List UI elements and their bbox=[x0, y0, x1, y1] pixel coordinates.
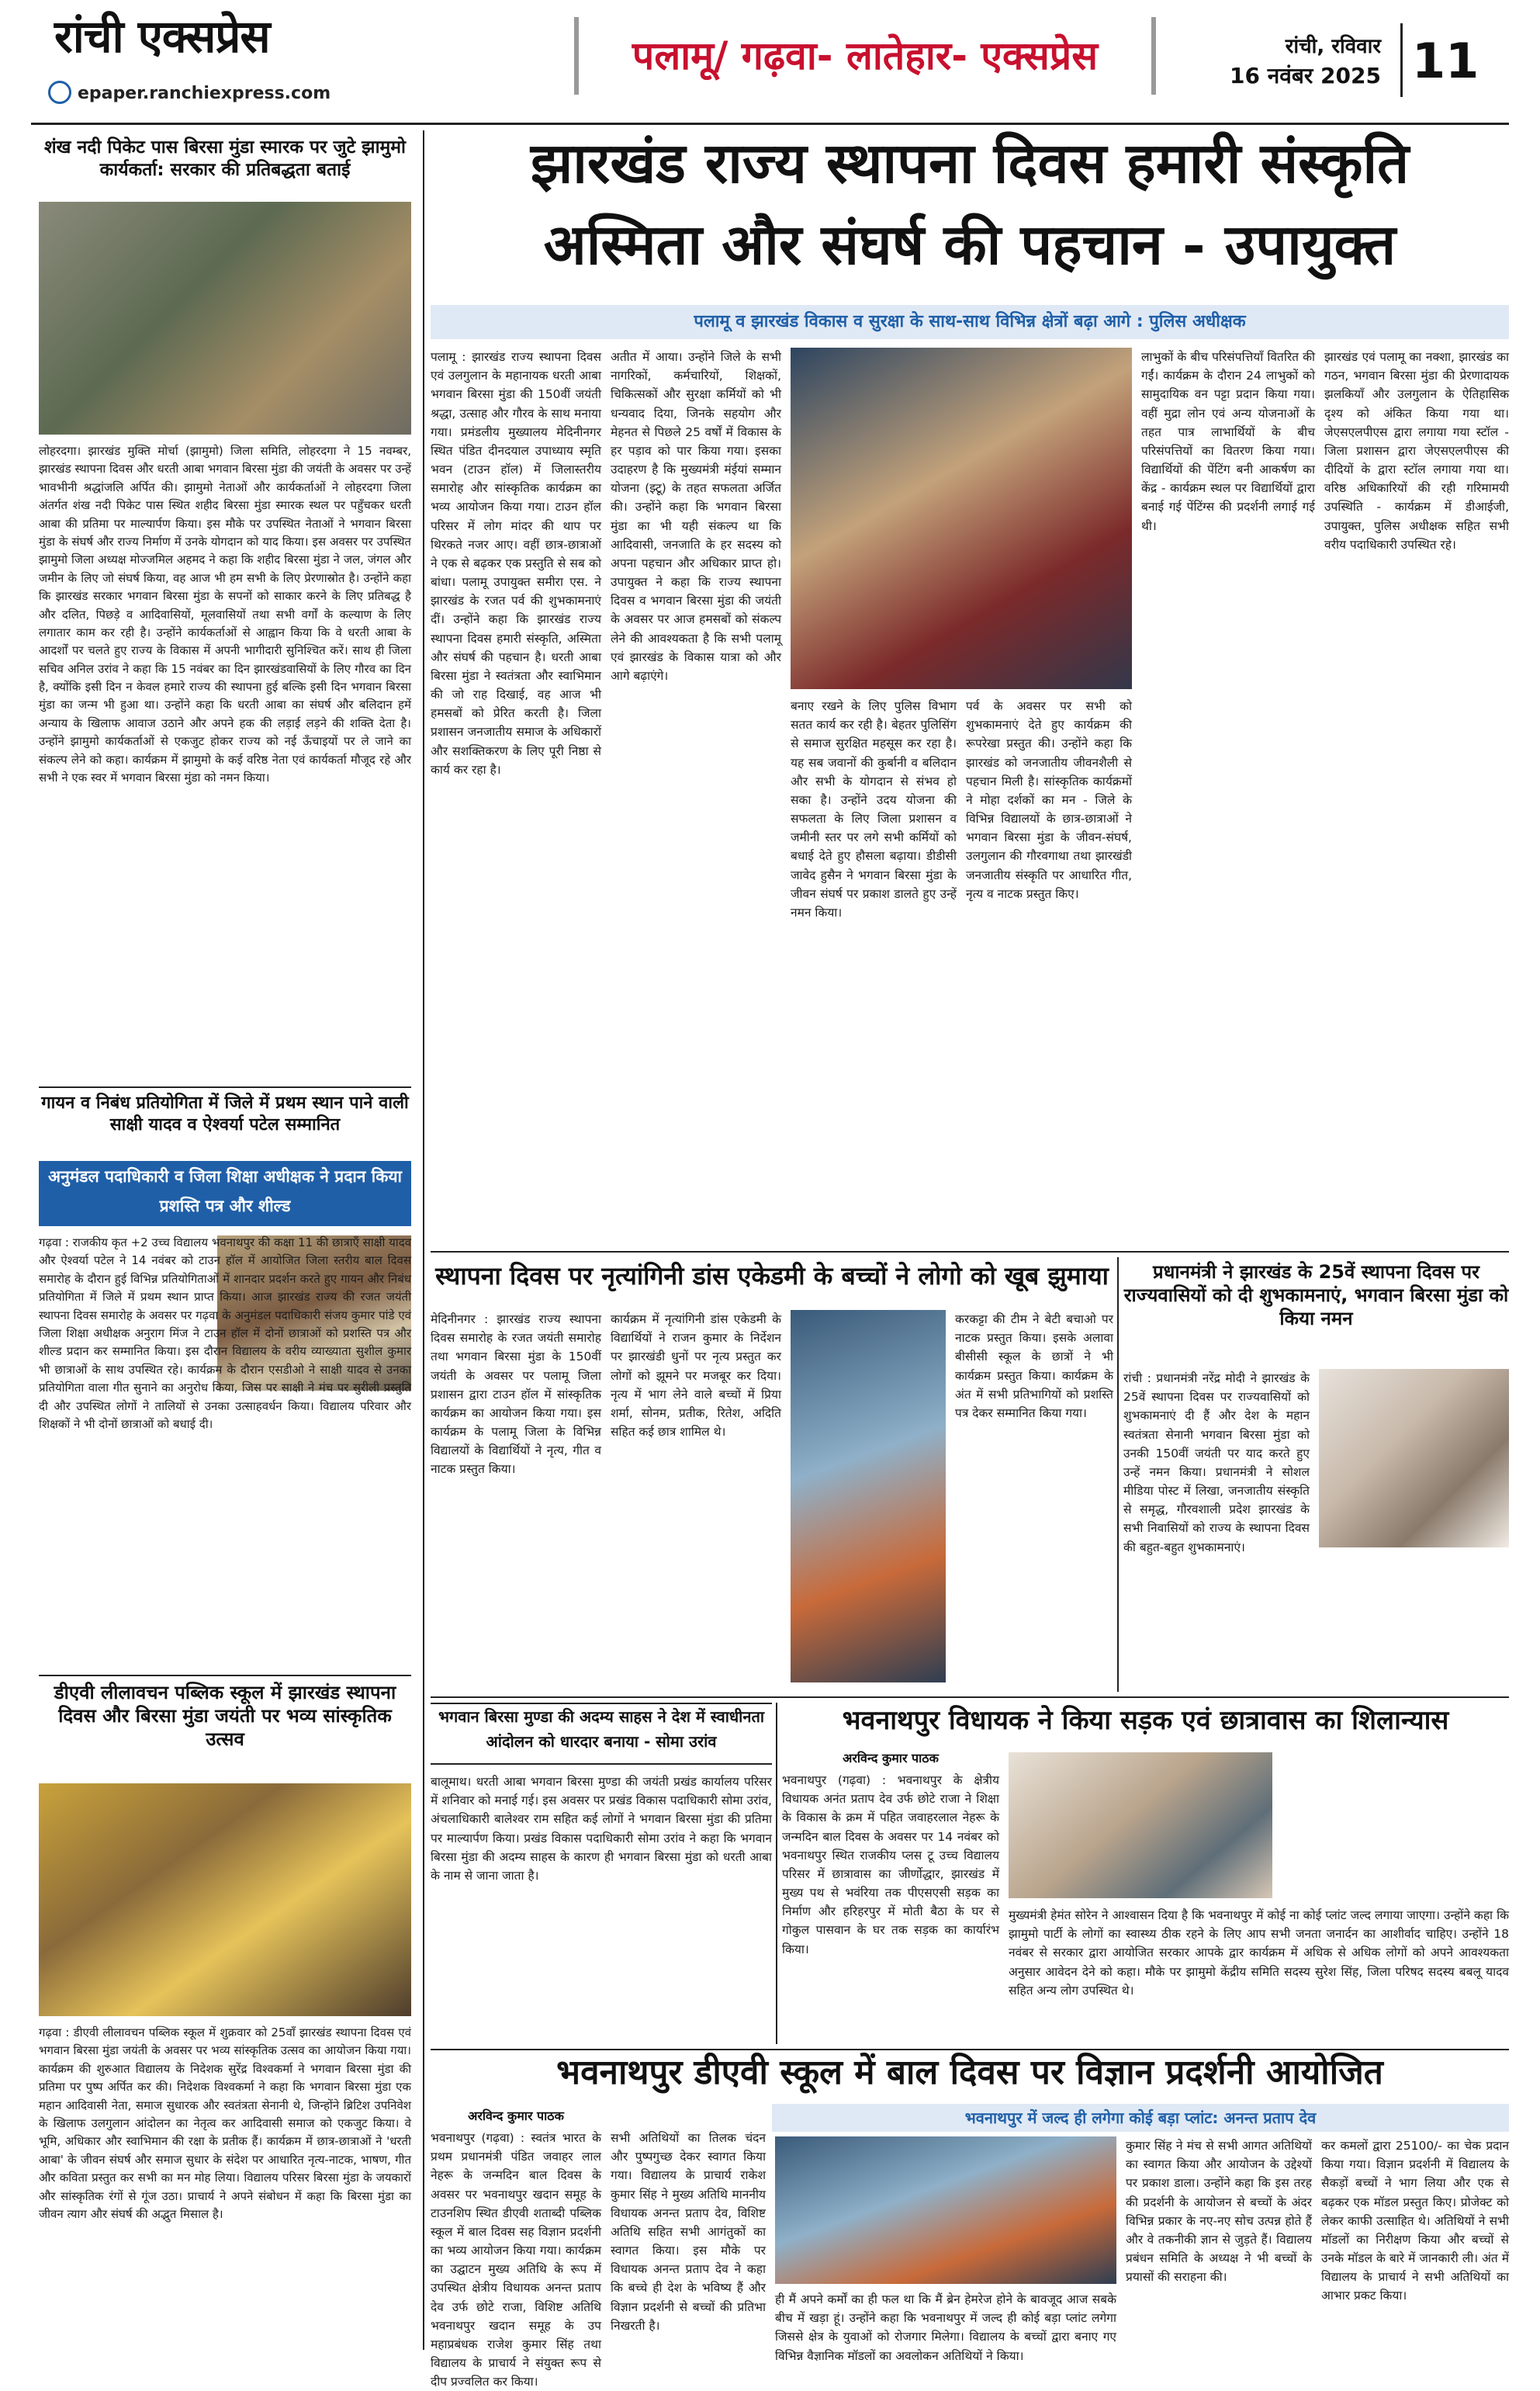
main-body-col5: लाभुकों के बीच परिसंपत्तियाँ वितरित की गईं। कार्यक्रम के दौरान 24 लाभुकों को सामुदायिक वन पट्टा प्रदान किया गया। वहीं मुद्रा लोन एवं अन्य योजनाओं के तहत पात्र लाभार्थियों के बीच परिसंपत्तियों का वितरण किया गया। विद्यार्थियों की पेंटिंग बनी आकर्षण का केंद्र - कार्यक्रम स्थल पर विद्यार्थियों द्वारा बनाई गई पेंटिंग्स की प्रदर्शनी लगाई गई थी। bbox=[1141, 350, 1315, 533]
left-rule-1 bbox=[39, 1086, 411, 1088]
dance-body-b: कार्यक्रम में नृत्यांगिनी डांस एकेडमी के विद्यार्थियों ने राजन कुमार के निर्देशन पर झारखंडी धुनों पर नृत्य प्रस्तुत कर लोगों को झूमने पर मजबूर कर दिया। नृत्य में भाग लेने वाले बच्चों में प्रिया शर्मा, सोनम, प्रतीक, रितेश, अदिति सहित कई छात्र शामिल थे। bbox=[611, 1312, 781, 1440]
dav-byline: अरविन्द कुमार पाठक bbox=[468, 2109, 564, 2123]
left-story1-photo bbox=[39, 202, 411, 435]
dav-body-b: सभी अतिथियों का तिलक चंदन और पुष्पगुच्छ देकर स्वागत किया गया। विद्यालय के प्राचार्य राकेश कुमार सिंह ने मुख्य अतिथि माननीय विधायक अनन्त प्रताप देव, विशिष्ट अतिथि सहित सभी आगंतुकों का स्वागत किया। इस मौके पर विधायक अनन्त प्रताप देव ने कहा कि बच्चे ही देश के भविष्य हैं और विज्ञान प्रदर्शनी से बच्चों की प्रतिभा निखरती है। bbox=[611, 2131, 766, 2333]
road-headline: भवनाथपुर विधायक ने किया सड़क एवं छात्रावास का शिलान्यास bbox=[842, 1705, 1449, 1736]
dav-photo bbox=[775, 2136, 1116, 2284]
edition-city-day: रांची, रविवार bbox=[1285, 35, 1381, 58]
main-body-col6: झारखंड एवं पलामू का नक्शा, झारखंड का गठन, भगवान बिरसा मुंडा की प्रेरणादायक झलकियाँ और उलगुलान के ऐतिहासिक दृश्य को अंकित किया गया था। जेएसएलपीएस द्वारा लगाया गया स्टॉल - जिला प्रशासन द्वारा जेएसएलपीएस की दीदियों के द्वारा स्टॉल लगाया गया था। वरिष्ठ अधिकारियों की रही गरिमामयी उपस्थिति - कार्यक्रम में डीआईजी, उपायुक्त, पुलिस अधीक्षक सहित सभी वरीय पदाधिकारी उपस्थित रहे। bbox=[1324, 350, 1509, 552]
epaper-url[interactable]: epaper.ranchiexpress.com bbox=[78, 84, 331, 103]
left-story2-headline: गायन व निबंध प्रतियोगिता में जिले में प्रथम स्थान पाने वाली साक्षी यादव व ऐश्वर्या पटेल सम्मानित bbox=[41, 1093, 409, 1135]
edition-date: 16 नवंबर 2025 bbox=[1230, 63, 1381, 88]
main-photo bbox=[791, 348, 1132, 689]
masthead-rule bbox=[31, 123, 1509, 125]
birsa-headline: भगवान बिरसा मुण्डा की अदम्य साहस ने देश में स्वाधीनता आंदोलन को धारदार बनाया - सोमा उरांव bbox=[431, 1703, 772, 1765]
left-story3-photo bbox=[39, 1783, 411, 2016]
dance-right-rule bbox=[1117, 1257, 1119, 1692]
pm-photo bbox=[1319, 1369, 1509, 1547]
main-subbar: पलामू व झारखंड विकास व सुरक्षा के साथ-साथ विभिन्न क्षेत्रों बढ़ा आगे : पुलिस अधीक्षक bbox=[431, 305, 1509, 339]
left-rule-2 bbox=[39, 1675, 411, 1676]
left-column bbox=[31, 130, 419, 2350]
road-byline: अरविन्द कुमार पाठक bbox=[843, 1751, 939, 1766]
main-story bbox=[431, 130, 1509, 1248]
main-body-col2: अतीत में आया। उन्होंने जिले के सभी नागरिकों, कर्मचारियों, शिक्षकों, चिकित्सकों और सुरक्षा कर्मियों को भी धन्यवाद दिया, जिनके सहयोग और मेहनत से पिछले 25 वर्षों में विकास के हर पड़ाव को पार किया गया। इसका उदाहरण है कि मुख्यमंत्री मंईयां सम्मान योजना (झ्टू) के तहत सफलता अर्जित की। उन्होंने कहा कि भगवान बिरसा मुंडा का भी यही संकल्प था कि आदिवासी, जनजाति के हर सदस्य को अपना पहचान और अधिकार प्राप्त हो। उपायुक्त ने कहा कि राज्य स्थापना दिवस व भगवान बिरसा मुंडा की जयंती के अवसर पर आज हमसबों को संकल्प लेने की आवश्यकता है कि सभी पलामू एवं झारखंड के विकास यात्रा को और आगे बढ़ाएंगे। bbox=[611, 350, 781, 683]
dance-body-c: करकट्टा की टीम ने बेटी बचाओ पर नाटक प्रस्तुत किया। इसके अलावा बीसीसी स्कूल के छात्रों ने भी कार्यक्रम प्रस्तुत किया। कार्यक्रम के अंत में सभी प्रतिभागियों को प्रशस्ति पत्र देकर सम्मानित किया गया। bbox=[955, 1312, 1113, 1420]
left-story1-headline: शंख नदी पिकेट पास बिरसा मुंडा स्मारक पर जुटे झामुमो कार्यकर्ता: सरकार की प्रतिबद्धता बताई bbox=[44, 137, 406, 180]
dav-body-a: भवनाथपुर (गढ़वा) : स्वतंत्र भारत के प्रथम प्रधानमंत्री पंडित जवाहर लाल नेहरू के जन्मदिन बाल दिवस के अवसर पर भवनाथपुर खदान समूह के टाउनशिप स्थित डीएवी शताब्दी पब्लिक स्कूल में बाल दिवस सह विज्ञान प्रदर्शनी का भव्य आयोजन किया गया। कार्यक्रम का उद्घाटन मुख्य अतिथि के रूप में उपस्थित क्षेत्रीय विधायक अनन्त प्रताप देव उर्फ छोटे राजा, विशिष्ट अतिथि भवनाथपुर खदान समूह के उप महाप्रबंधक राजेश कुमार सिंह तथा विद्यालय के प्राचार्य ने संयुक्त रूप से दीप प्रज्वलित कर किया। bbox=[431, 2131, 601, 2389]
left-story2-body: गढ़वा : राजकीय कृत +2 उच्च विद्यालय भवनाथपुर की कक्षा 11 की छात्राएँ साक्षी यादव और ऐश्वर्या पटेल ने 14 नवंबर को टाउन हॉल में आयोजित जिला स्तरीय बाल दिवस समारोह के दौरान हुई विभिन्न प्रतियोगिताओं में शानदार प्रदर्शन करते हुए गायन और निबंध प्रतियोगिता में जिले में प्रथम स्थान प्राप्त किया। आज झारखंड राज्य की रजत जयंती स्थापना दिवस समारोह के अवसर पर गढ़वा के अनुमंडल पदाधिकारी संजय कुमार पांडे एवं जिला शिक्षा अधीक्षक अनुराग मिंज ने टाउन हॉल में दोनों छात्राओं को प्रशस्ति पत्र और शील्ड प्रदान कर सम्मानित किया। इस दौरान विद्यालय के वरीय व्याख्याता सुशील कुमार भी छात्राओं के साथ उपस्थित रहे। कार्यक्रम के दौरान एसडीओ ने साक्षी यादव से उनका प्रतियोगिता वाला गीत सुनाने का अनुरोध किया, जिस पर साक्षी ने मंच पर सुरीली प्रस्तुति दी और उपस्थित लोगों ने तालियों से उनका उत्साहवर्धन किया। विद्यालय परिवार और शिक्षकों ने भी दोनों छात्राओं को बधाई दी। bbox=[39, 1235, 411, 1431]
dance-body-a: मेदिनीनगर : झारखंड राज्य स्थापना दिवस समारोह के रजत जयंती समारोह तथा भगवान बिरसा मुंडा के 150वीं जयंती के अवसर पर पलामू जिला प्रशासन द्वारा टाउन हॉल में सांस्कृतिक कार्यक्रम का आयोजन किया गया। इस कार्यक्रम के पलामू जिला के विभिन्न विद्यालयों के विद्यार्थियों ने नृत्य, गीत व नाटक प्रस्तुत किया। bbox=[431, 1312, 601, 1477]
edition-banner bbox=[574, 17, 1156, 95]
dav-story bbox=[431, 2053, 1509, 2389]
main-body-col1: पलामू : झारखंड राज्य स्थापना दिवस एवं उलगुलान के महानायक धरती आबा भगवान बिरसा मुंडा की 150वीं जयंती श्रद्धा, उत्साह और गौरव के साथ मनाया गया। प्रमंडलीय मुख्यालय मेदिनीनगर स्थित पंडित दीनदयाल उपाध्याय स्मृति भवन (टाउन हॉल) में जिलास्तरीय समारोह और सांस्कृतिक कार्यक्रम का भव्य आयोजन किया गया। टाउन हॉल परिसर में लोग मांदर की थाप पर थिरकते नजर आए। वहीं छात्र-छात्राओं ने एक से बढ़कर एक प्रस्तुति से सब को बांधा। पलामू उपायुक्त समीरा एस. ने झारखंड के रजत पर्व की शुभकामनाएं दीं। उन्होंने कहा कि झारखंड राज्य स्थापना दिवस हमारी संस्कृति, अस्मिता और संघर्ष की पहचान है। धरती आबा बिरसा मुंडा ने स्वतंत्रता और स्वाभिमान की जो राह दिखाई, वह आज भी हमसबों को प्रेरित करती है। जिला प्रशासन जनजातीय समाज के अधिकारों और सशक्तिकरण के लिए पूरी निष्ठा से कार्य कर रहा है। bbox=[431, 350, 601, 777]
left-story1-body: लोहरदगा। झारखंड मुक्ति मोर्चा (झामुमो) जिला समिति, लोहरदगा ने 15 नवम्बर, झारखंड स्थापना दिवस और धरती आबा भगवान बिरसा मुंडा की जयंती के अवसर पर उन्हें भावभीनी श्रद्धांजलि अर्पित की। झामुमो नेताओं और कार्यकर्ताओं ने लोहरदगा जिला अंतर्गत शंख नदी पिकेट पास स्थित शहीद बिरसा मुंडा स्मारक स्थल पर पहुँचकर धरती आबा की प्रतिमा पर माल्यार्पण किया। इस मौके पर उपस्थित नेताओं ने भगवान बिरसा मुंडा के संघर्ष और राज्य निर्माण में उनके योगदान को याद किया। इस अवसर पर उपस्थित झामुमो जिला अध्यक्ष मोज्जमिल अहमद ने कहा कि शहीद बिरसा मुंडा ने जल, जंगल और जमीन के लिए जो संघर्ष किया, वह आज भी हम सभी के लिए प्रेरणास्रोत है। उन्होंने कहा कि झारखंड सरकार भगवान बिरसा मुंडा के सपनों को साकार करने के लिए प्रतिबद्ध है और दलित, पिछड़े व आदिवासियों, मूलवासियों तथा सभी वर्गों के कल्याण के लिए लगातार काम कर रही है। उन्होंने कार्यकर्ताओं से आह्वान किया कि वे धरती आबा के आदर्शों पर चलते हुए राज्य के विकास में अपनी भागीदारी सुनिश्चित करें। साथ ही जिला सचिव अनिल उरांव ने कहा कि 15 नवंबर का दिन झारखंडवासियों के लिए गौरव का दिन है, क्योंकि इसी दिन न केवल हमारे राज्य की स्थापना हुई बल्कि इसी दिन भगवान बिरसा मुंडा का जन्म भी हुआ था। उन्होंने कहा कि धरती आबा का संघर्ष और बलिदान हमें अन्याय के खिलाफ आवाज उठाने और अपने हक की लड़ाई लड़ने की शक्ति देता है। उन्होंने झामुमो कार्यकर्ताओं से एकजुट होकर राज्य को नई ऊँचाइयों पर ले जाने का संकल्प लेने को कहा। कार्यक्रम में झामुमो के कई वरिष्ठ नेता एवं कार्यकर्ता मौजूद रहे और सभी ने एक स्वर में भगवान बिरसा मुंडा को नमन किया। bbox=[39, 444, 411, 785]
globe-icon bbox=[48, 81, 71, 104]
page-divider bbox=[1400, 23, 1403, 97]
road-body-a: भवनाथपुर (गढ़वा) : भवनाथपुर के क्षेत्रीय विधायक अनंत प्रताप देव उर्फ छोटे राजा ने शिक्षा के विकास के क्रम में पहित जवाहरलाल नेहरू के जन्मदिन बाल दिवस के अवसर पर 14 नवंबर को भवनाथपुर स्थित राजकीय प्लस टू उच्च विद्यालय परिसर में छात्रावास का जीर्णोद्धार, झारखंड में मुख्य पथ से भवंरिया तक पीएसएसी सड़क का निर्माण और हरिहरपुर में मोती बैठा के घर से गोकुल पासवान के घर तक सड़क का कार्यारंभ किया। bbox=[782, 1773, 999, 1956]
road-story bbox=[782, 1700, 1509, 2049]
pm-headline: प्रधानमंत्री ने झारखंड के 25वें स्थापना दिवस पर राज्यवासियों को दी शुभकामनाएं, भगवान बिरसा मुंडा को किया नमन bbox=[1123, 1261, 1509, 1329]
left-story3-headline: डीएवी लीलावचन पब्लिक स्कूल में झारखंड स्थापना दिवस और बिरसा मुंडा जयंती पर भव्य सांस्कृतिक उत्सव bbox=[54, 1682, 396, 1750]
dance-headline: स्थापना दिवस पर नृत्यांगिनी डांस एकेडमी के बच्चों ने लोगो को खूब झुमाया bbox=[435, 1261, 1109, 1291]
pm-body: रांची : प्रधानमंत्री नरेंद्र मोदी ने झारखंड के 25वें स्थापना दिवस पर राज्यवासियों को शुभकामनाएं दी हैं और देश के महान स्वतंत्रता सेनानी भगवान बिरसा मुंडा को उनकी 150वीं जयंती पर याद करते हुए उन्हें नमन किया। प्रधानमंत्री ने सोशल मीडिया पोस्ट में लिखा, जनजातीय संस्कृति से समृद्ध, गौरवशाली प्रदेश झारखंड के सभी निवासियों को राज्य के स्थापना दिवस की बहुत-बहुत शुभकामनाएं। bbox=[1123, 1371, 1310, 1554]
page-number: 11 bbox=[1412, 33, 1479, 89]
main-headline-line2: अस्मिता और संघर्ष की पहचान - उपायुक्त bbox=[543, 211, 1396, 277]
dav-body-d: कुमार सिंह ने मंच से सभी आगत अतिथियों का स्वागत किया और आयोजन के उद्देश्यों पर प्रकाश डाला। उन्होंने कहा कि इस तरह की प्रदर्शनी के आयोजन से बच्चों के अंदर विभिन्न प्रकार के नए-नए सोच उत्पन्न होते हैं और वे तकनीकी ज्ञान से जुड़ते हैं। विद्यालय प्रबंधन समिति के अध्यक्ष ने भी बच्चों के प्रयासों की सराहना की। bbox=[1126, 2139, 1312, 2285]
pm-story bbox=[1123, 1257, 1509, 1692]
birsa-right-rule bbox=[776, 1703, 777, 2044]
road-photo bbox=[1009, 1752, 1272, 1898]
left-story3-body: गढ़वा : डीएवी लीलावचन पब्लिक स्कूल में शुक्रवार को 25वाँ झारखंड स्थापना दिवस एवं भगवान बिरसा मुंडा जयंती के अवसर पर भव्य सांस्कृतिक उत्सव का आयोजन किया गया। कार्यक्रम की शुरुआत विद्यालय के निदेशक सुरेंद्र विश्वकर्मा ने भगवान बिरसा मुंडा की प्रतिमा पर पुष्प अर्पित कर की। निदेशक विश्वकर्मा ने कहा कि भगवान बिरसा मुंडा एक महान आदिवासी नेता, समाज सुधारक और स्वतंत्रता सेनानी थे, जिन्होंने ब्रिटिश उपनिवेश के खिलाफ उलगुलान आंदोलन का नेतृत्व कर आदिवासी समाज को एकजुट किया। वे भूमि, अधिकार और स्वाभिमान की रक्षा के प्रतीक हैं। कार्यक्रम में छात्र-छात्राओं ने 'धरती आबा' के जीवन संघर्ष और समाज सुधार के संदेश पर आधारित नृत्य-नाटक, भाषण, गीत और कविता प्रस्तुत कर सभी का मन मोह लिया। विद्यालय परिसर बिरसा मुंडा के जयकारों और सांस्कृतिक रंगों से गूंज उठा। प्राचार्य ने अपने संबोधन में कहा कि बिरसा मुंडा का जीवन त्याग और संघर्ष की अद्भुत मिसाल है। bbox=[39, 2025, 411, 2221]
masthead bbox=[0, 0, 1540, 123]
dance-photo bbox=[791, 1310, 946, 1682]
main-bottom-rule bbox=[431, 1251, 1509, 1253]
newspaper-title: रांची एक्सप्रेस bbox=[54, 10, 270, 63]
dav-headline: भवनाथपुर डीएवी स्कूल में बाल दिवस पर विज्ञान प्रदर्शनी आयोजित bbox=[556, 2053, 1383, 2092]
main-body-col4: पर्व के अवसर पर सभी को शुभकामनाएं देते हुए कार्यक्रम की रूपरेखा प्रस्तुत की। उन्होंने कहा कि झारखंड को जनजातीय जीवनशैली से पहचान मिली है। सांस्कृतिक कार्यक्रमों ने मोहा दर्शकों का मन - जिले के विभिन्न विद्यालयों के छात्र-छात्राओं ने भगवान बिरसा मुंडा के जीवन-संघर्ष, उलगुलान की गौरवगाथा तथा झारखंडी जनजातीय संस्कृति पर आधारित गीत, नृत्य व नाटक प्रस्तुत किए। bbox=[966, 699, 1132, 901]
dav-body-e: कर कमलों द्वारा 25100/- का चेक प्रदान किया गया। विज्ञान प्रदर्शनी में विद्यालय के सैकड़ों बच्चों ने भाग लिया और एक से बढ़कर एक मॉडल प्रस्तुत किए। प्रोजेक्ट को लेकर काफी उत्साहित थे। अतिथियों ने सभी मॉडलों का निरीक्षण किया और बच्चों से उनके मॉडल के बारे में जानकारी ली। अंत में विद्यालय के प्राचार्य ने सभी अतिथियों का आभार प्रकट किया। bbox=[1321, 2139, 1509, 2303]
main-headline-line1: झारखंड राज्य स्थापना दिवस हमारी संस्कृति bbox=[530, 130, 1410, 196]
road-body-b: मुख्यमंत्री हेमंत सोरेन ने आश्वासन दिया है कि भवनाथपुर में कोई ना कोई प्लांट जल्द लगाया जाएगा। उन्होंने कहा कि झामुमो पार्टी के लोगों का स्वास्थ्य ठीक रहने के लिए आप सभी जनता जनार्दन का आशीर्वाद चाहिए। उन्होंने 18 नवंबर से सरकार द्वारा आयोजित सरकार आपके द्वार कार्यक्रम में अधिक से अधिक लोगों को अपने आवश्यकता अनुसार आवेदन देने को कहा। मौके पर झामुमो केंद्रीय समिति सदस्य सुरेश सिंह, जिला परिषद सदस्य बबलू यादव सहित अन्य लोग उपस्थित थे। bbox=[1009, 1908, 1509, 1998]
birsa-body: बालूमाथ। धरती आबा भगवान बिरसा मुण्डा की जयंती प्रखंड कार्यालय परिसर में शनिवार को मनाई गई। इस अवसर पर प्रखंड विकास पदाधिकारी सोमा उरांव, अंचलाधिकारी बालेश्वर राम सहित कई लोगों ने भगवान बिरसा मुंडा की प्रतिमा पर माल्यार्पण किया। प्रखंड विकास पदाधिकारी सोमा उरांव ने कहा कि भगवान बिरसा मुंडा की अदम्य साहस के कारण ही भगवान बिरसा मुंडा को धरती आबा के नाम से जाना जाता है। bbox=[431, 1775, 772, 1883]
birsa-story bbox=[431, 1599, 772, 2049]
left-story2-subbar: अनुमंडल पदाधिकारी व जिला शिक्षा अधीक्षक ने प्रदान किया प्रशस्ति पत्र और शील्ड bbox=[39, 1161, 411, 1226]
edition-title: पलामू/ गढ़वा- लातेहार- एक्सप्रेस bbox=[632, 33, 1099, 78]
main-body-col3: बनाए रखने के लिए पुलिस विभाग सतत कार्य कर रही है। बेहतर पुलिसिंग से समाज सुरक्षित महसूस कर रहा है। यह सब जवानों की कुर्बानी व बलिदान और सभी के योगदान से संभव हो सका है। उन्होंने उदय योजना की सफलता के लिए जिला प्रशासन व जमीनी स्तर पर लगे सभी कर्मियों को बधाई देते हुए हौसला बढ़ाया। डीडीसी जावेद हुसैन ने भगवान बिरसा मुंडा के जीवन संघर्ष पर प्रकाश डालते हुए उन्हें नमन किया। bbox=[791, 699, 957, 920]
dav-subbar: भवनाथपुर में जल्द ही लगेगा कोई बड़ा प्लांट: अनन्त प्रताप देव bbox=[772, 2104, 1509, 2132]
road-bottom-rule bbox=[431, 2049, 1509, 2050]
dav-body-c: ही मैं अपने कर्मों का ही फल था कि मैं ब्रेन हेमरेज होने के बावजूद आज सबके बीच में खड़ा हूं। उन्होंने कहा कि भवनाथपुर में जल्द ही कोई बड़ा प्लांट लगेगा जिससे क्षेत्र के युवाओं को रोजगार मिलेगा। विद्यालय के बच्चों द्वारा बनाए गए विभिन्न वैज्ञानिक मॉडलों का अवलोकन अतिथियों ने किया। bbox=[775, 2292, 1116, 2363]
left-vertical-rule bbox=[423, 130, 424, 2350]
